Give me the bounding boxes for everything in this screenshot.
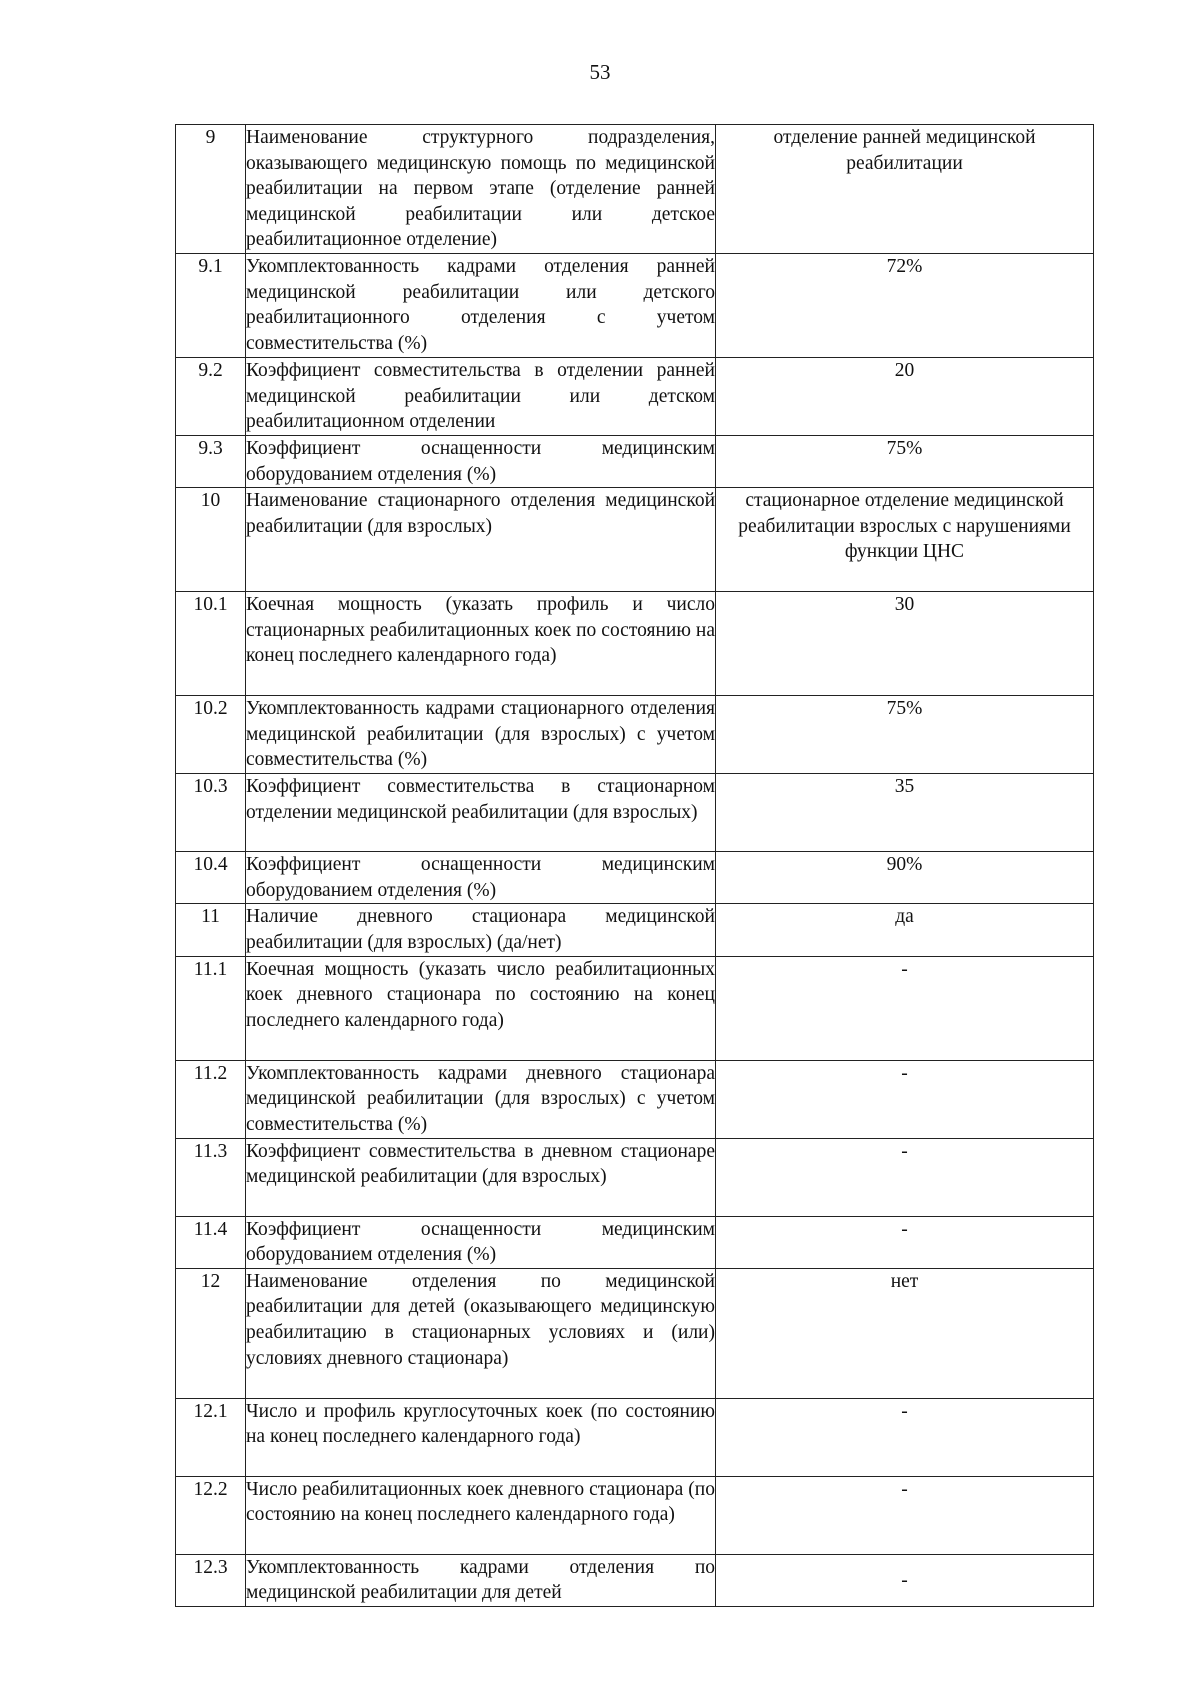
row-number: 11.4 [176, 1216, 246, 1268]
table-row [176, 488, 1094, 592]
table-row [176, 1554, 1094, 1606]
table-row [176, 1398, 1094, 1476]
table-row [176, 357, 1094, 435]
table-row [176, 852, 1094, 904]
row-description: Наименование структурного подразделения, оказывающего медицинскую помощь по медицинской реабилитации на первом этапе (отделение ранней медицинской реабилитации или детское реабилитационное отделение) [246, 125, 716, 254]
row-value: - [716, 1060, 1094, 1138]
row-value: 30 [716, 592, 1094, 696]
row-description: Коэффициент совместительства в стационарном отделении медицинской реабилитации (для взрослых) [246, 774, 716, 852]
row-value: 20 [716, 357, 1094, 435]
row-value: отделение ранней медицинской реабилитации [716, 125, 1094, 254]
row-value: стационарное отделение медицинской реабилитации взрослых с нарушениями функции ЦНС [716, 488, 1094, 592]
row-description: Коечная мощность (указать профиль и число стационарных реабилитационных коек по состоянию на конец последнего календарного года) [246, 592, 716, 696]
row-number: 11.2 [176, 1060, 246, 1138]
table-row [176, 696, 1094, 774]
table-row [176, 774, 1094, 852]
row-number: 9 [176, 125, 246, 254]
row-number: 10.4 [176, 852, 246, 904]
row-value: - [716, 1216, 1094, 1268]
row-value: - [716, 956, 1094, 1060]
table-row [176, 435, 1094, 487]
indicators-table [175, 124, 1094, 1607]
row-description: Коэффициент оснащенности медицинским оборудованием отделения (%) [246, 852, 716, 904]
row-value: нет [716, 1268, 1094, 1398]
row-description: Коэффициент оснащенности медицинским оборудованием отделения (%) [246, 435, 716, 487]
row-number: 9.3 [176, 435, 246, 487]
row-value: 90% [716, 852, 1094, 904]
row-description: Укомплектованность кадрами отделения по медицинской реабилитации для детей [246, 1554, 716, 1606]
row-number: 11.1 [176, 956, 246, 1060]
row-number: 12.1 [176, 1398, 246, 1476]
row-value: - [716, 1138, 1094, 1216]
row-description: Наличие дневного стационара медицинской реабилитации (для взрослых) (да/нет) [246, 904, 716, 956]
row-description: Коэффициент оснащенности медицинским оборудованием отделения (%) [246, 1216, 716, 1268]
row-value: да [716, 904, 1094, 956]
row-value: - [716, 1398, 1094, 1476]
table-row [176, 1216, 1094, 1268]
page-number: 53 [589, 60, 611, 84]
row-description: Укомплектованность кадрами дневного стационара медицинской реабилитации (для взрослых) с учетом совместительства (%) [246, 1060, 716, 1138]
row-number: 12.2 [176, 1476, 246, 1554]
row-description: Коечная мощность (указать число реабилитационных коек дневного стационара по состоянию на конец последнего календарного года) [246, 956, 716, 1060]
row-value: 72% [716, 253, 1094, 357]
row-description: Наименование стационарного отделения медицинской реабилитации (для взрослых) [246, 488, 716, 592]
table-row [176, 1476, 1094, 1554]
row-description: Укомплектованность кадрами отделения ранней медицинской реабилитации или детского реабилитационного отделения с учетом совместительства (%) [246, 253, 716, 357]
row-description: Коэффициент совместительства в дневном стационаре медицинской реабилитации (для взрослых) [246, 1138, 716, 1216]
row-description: Число и профиль круглосуточных коек (по состоянию на конец последнего календарного года) [246, 1398, 716, 1476]
row-value: 75% [716, 435, 1094, 487]
row-description: Укомплектованность кадрами стационарного отделения медицинской реабилитации (для взрослых) с учетом совместительства (%) [246, 696, 716, 774]
row-number: 10 [176, 488, 246, 592]
table-row [176, 1268, 1094, 1398]
row-description: Наименование отделения по медицинской реабилитации для детей (оказывающего медицинскую реабилитацию в стационарных условиях и (или) условиях дневного стационара) [246, 1268, 716, 1398]
row-description: Число реабилитационных коек дневного стационара (по состоянию на конец последнего календарного года) [246, 1476, 716, 1554]
row-value: - [716, 1554, 1094, 1606]
row-value: - [716, 1476, 1094, 1554]
row-number: 12 [176, 1268, 246, 1398]
table-row [176, 125, 1094, 254]
row-value: 35 [716, 774, 1094, 852]
row-description: Коэффициент совместительства в отделении ранней медицинской реабилитации или детском реабилитационном отделении [246, 357, 716, 435]
row-number: 10.3 [176, 774, 246, 852]
table-row [176, 1060, 1094, 1138]
row-number: 11 [176, 904, 246, 956]
row-number: 10.2 [176, 696, 246, 774]
row-number: 11.3 [176, 1138, 246, 1216]
table-row [176, 1138, 1094, 1216]
row-number: 10.1 [176, 592, 246, 696]
table-row [176, 253, 1094, 357]
table-row [176, 592, 1094, 696]
table-row [176, 956, 1094, 1060]
row-number: 12.3 [176, 1554, 246, 1606]
row-value: 75% [716, 696, 1094, 774]
table-row [176, 904, 1094, 956]
row-number: 9.1 [176, 253, 246, 357]
row-number: 9.2 [176, 357, 246, 435]
